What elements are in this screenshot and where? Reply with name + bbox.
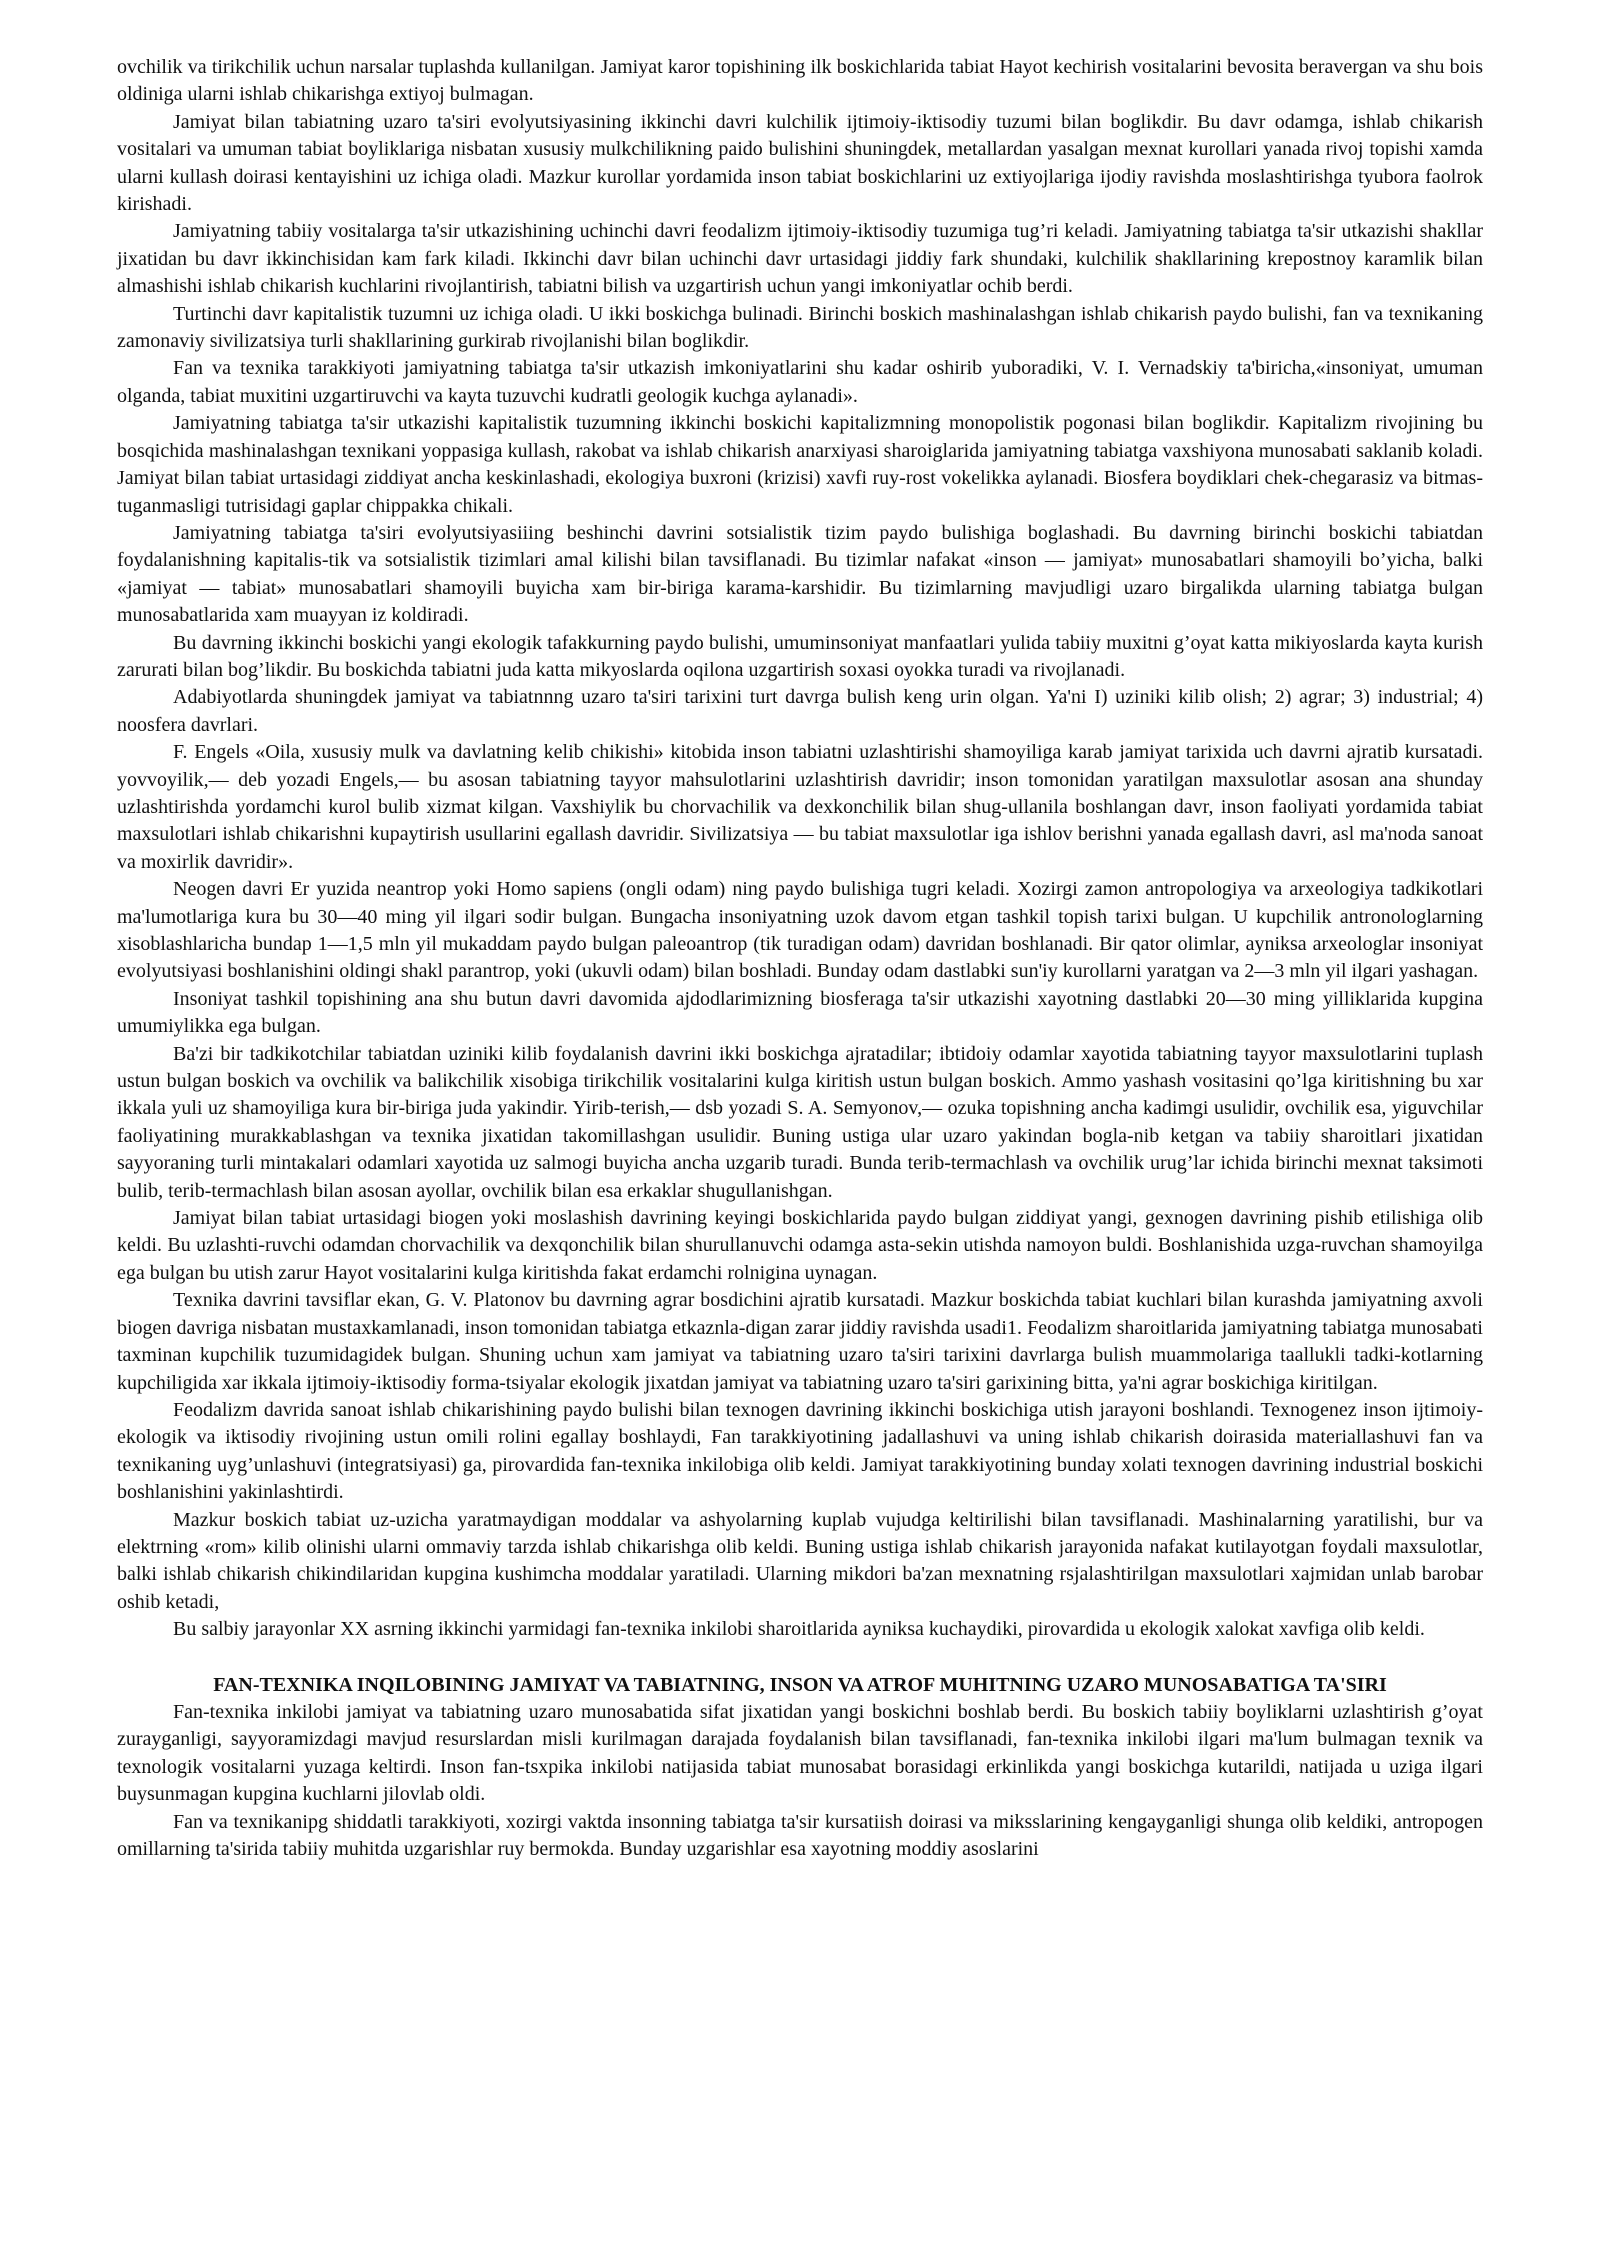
paragraph-1: ovchilik va tirikchilik uchun narsalar tuplashda kullanilgan. Jamiyat karor topishining ilk boskichlarida tabiat Hayot kechirish vositalarini bevosita beravergan va shu bois oldiniga ularni ishlab chikarishga extiyoj bulmagan. xyxy=(117,56,1483,106)
paragraph-9: Adabiyotlarda shuningdek jamiyat va tabiatnnng uzaro ta'siri tarixini turt davrga bulish keng urin olgan. Ya'ni I) uziniki kilib olish; 2) agrar; 3) industrial; 4) noosfera davrlari. xyxy=(117,686,1483,736)
paragraph-10: F. Engels «Oila, xususiy mulk va davlatning kelib chikishi» kitobida inson tabiatni uzlashtirishi shamoyiliga karab jamiyat tarixida uch davrni ajratib kursatadi. yovvoyilik,— deb yozadi Engels,— bu asosan tabiatning tayyor mahsulotlarini uzlashtirish davridir; inson tomonidan yaratilgan maxsulotlar asosan ana shunday uzlashtirishda yordamchi kurol bulib xizmat kilgan. Vaxshiylik bu chorvachilik va dexkonchilik bilan shug-ullanila boshlangan davr, inson faoliyati yordamida tabiat maxsulotlari ishlab chikarishni kupaytirish usullarini egallash davridir. Sivilizatsiya — bu tabiat maxsulotlar iga ishlov berishni yanada egallash davri, asl ma'noda sanoat va moxirlik davridir». xyxy=(117,741,1483,873)
paragraph-7: Jamiyatning tabiatga ta'siri evolyutsiyasiiing beshinchi davrini sotsialistik tizim paydo bulishiga boglashadi. Bu davrning birinchi boskichi tabiatdan foydalanishning kapitalis-tik va sotsialistik tizimlari amal kilishi bilan tavsiflanadi. Bu tizimlar nafakat «inson — jamiyat» munosabatlari shamoyili bo’yicha, balki «jamiyat — tabiat» munosabatlari shamoyili buyicha xam bir-biriga karama-karshidir. Bu tizimlarning mavjudligi uzaro birgalikda ularning tabiatga bulgan munosabatlarida xam muayyan iz koldiradi. xyxy=(117,521,1483,627)
paragraph-13: Ba'zi bir tadkikotchilar tabiatdan uziniki kilib foydalanish davrini ikki boskichga ajratadilar; ibtidoiy odamlar xayotida tabiatning tayyor maxsulotlarini tuplash ustun bulgan boskich va ovchilik va balikchilik xisobiga tirikchilik vositalarini kulga kiritish ustun bulgan boskich. Ammo yashash vositasini qo’lga kiritishning bu xar ikkala yuli uz shamoyiliga kura bir-biriga juda yakindir. Yirib-terish,— dsb yozadi S. A. Semyonov,— ozuka topishning ancha kadimgi usulidir, ovchilik esa, yiguvchilar faoliyatining murakkablashgan va texnika jixatidan takomillashgan usulidir. Buning ustiga ular uzaro yakindan bogla-nib ketgan va tabiiy sharoitlari jixatidan sayyoraning turli mintakalari odamlari xayotida uz salmogi buyicha ancha uzgarib turadi. Bunda terib-termachlash va ovchilik urug’lar ichida birinchi mexnat taksimoti bulib, terib-termachlash bilan asosan ayollar, ovchilik bilan esa erkaklar shugullanishgan. xyxy=(117,1042,1483,1202)
paragraph-6: Jamiyatning tabiatga ta'sir utkazishi kapitalistik tuzumning ikkinchi boskichi kapitalizmning monopolistik pogonasi bilan boglikdir. Kapitalizm rivojining bu bosqichida mashinalashgan texnikani yoppasiga kullash, rakobat va ishlab chikarish anarxiyasi sharoiglarida jamiyatning tabiatga vaxshiyona munosabati saklanib koladi. Jamiyat bilan tabiat urtasidagi ziddiyat ancha keskinlashadi, ekologiya buxroni (krizisi) xavfi ruy-rost vokelikka aylanadi. Biosfera boydiklari chek-chegarasiz va bitmas-tuganmasligi tutrisidagi gaplar chippakka chikali. xyxy=(117,412,1483,517)
paragraph-19: Fan-texnika inkilobi jamiyat va tabiatning uzaro munosabatida sifat jixatidan yangi boskichni boshlab berdi. Bu boskich tabiiy boyliklarni uzlashtirish g’oyat zurayganligi, sayyoramizdagi mavjud resurslardan misli kurilmagan darajada foydalanish bilan tavsiflanadi, fan-texnika inkilobi ilgari ma'lum bulmagan texnik va texnologik vositalarni yuzaga keltirdi. Inson fan-tsxpika inkilobi natijasida tabiat munosabat borasidagi erkinlikda yangi boskichga kutarildi, natijada u uziga ilgari buysunmagan kupgina kuchlarni jilovlab oldi. xyxy=(117,1700,1483,1806)
paragraph-3: Jamiyatning tabiiy vositalarga ta'sir utkazishining uchinchi davri feodalizm ijtimoiy-iktisodiy tuzumiga tug’ri keladi. Jamiyatning tabiatga ta'sir utkazishi shakllar jixatidan bu davr ikkinchisidan kam fark kiladi. Ikkinchi davr bilan uchinchi davr urtasidagi jiddiy fark shundaki, kulchilik shakllarining krepostnoy karamlik bilan almashishi ishlab chikarish kuchlarini rivojlantirish, tabiatni bilish va uzgartirish uchun yangi imkoniyatlar ochib berdi. xyxy=(117,220,1483,298)
section-heading: FAN-TEXNIKA INQILOBINING JAMIYAT VA TABIATNING, INSON VA ATROF MUHITNING UZARO MUNOSABATIGA TA'SIRI xyxy=(213,1673,1387,1696)
paragraph-18: Bu salbiy jarayonlar XX asrning ikkinchi yarmidagi fan-texnika inkilobi sharoitlarida ayniksa kuchaydiki, pirovardida u ekologik xalokat xavfiga olib keldi. xyxy=(173,1618,1425,1641)
paragraph-14: Jamiyat bilan tabiat urtasidagi biogen yoki moslashish davrining keyingi boskichlarida paydo bulgan ziddiyat yangi, gexnogen davrining pishib etilishiga olib keldi. Bu uzlashti-ruvchi odamdan chorvachilik va dexqonchilik bilan shurullanuvchi odamga asta-sekin utishda namoyon buldi. Boshlanishida uzga-ruvchan shamoyilga ega bulgan bu utish zarur Hayot vositalarini kulga kiritishda fakat erdamchi rolnigina uynagan. xyxy=(117,1207,1483,1284)
paragraph-15: Texnika davrini tavsiflar ekan, G. V. Platonov bu davrning agrar bosdichini ajratib kursatadi. Mazkur boskichda tabiat kuchlari bilan kurashda jamiyatning axvoli biogen davriga nisbatan mustaxkamlanadi, inson tomonidan tabiatga etkaznla-digan zarar jiddiy ravishda usadi1. Feodalizm sharoitlarida jamiyatning tabiatga munosabati taxminan kupchilik tuzumidagidek bulgan. Shuning uchun xam jamiyat va tabiatning uzaro ta'siri tarixini davrlarga bulish muammolariga taallukli tadki-kotlarning kupchiligida xar ikkala ijtimoiy-iktisodiy forma-tsiyalar ekologik jixatdan jamiyat va tabiatning uzaro ta'siri garixining bitta, ya'ni agrar boskichiga kiritilgan. xyxy=(117,1289,1483,1394)
paragraph-11: Neogen davri Er yuzida neantrop yoki Homo sapiens (ongli odam) ning paydo bulishiga tugri keladi. Xozirgi zamon antropologiya va arxeologiya tadkikotlari ma'lumotlariga kura bu 30—40 ming yil ilgari sodir bulgan. Bungacha insoniyatning uzok davom etgan tashkil topish tarixi bulgan. U kupchilik antronologlarning xisoblashlaricha bundap 1—1,5 mln yil mukaddam paydo bulgan paleoantrop (tik turadigan odam) davridan boshlanadi. Bir qator olimlar, ayniksa arxeologlar insoniyat evolyutsiyasi boshlanishini oldingi shakl parantrop, yoki (ukuvli odam) bilan boshladi. Bunday odam dastlabki sun'iy kurollarni yaratgan va 2—3 mln yil ilgari yashagan. xyxy=(117,878,1483,983)
paragraph-5: Fan va texnika tarakkiyoti jamiyatning tabiatga ta'sir utkazish imkoniyatlarini shu kadar oshirib yuboradiki, V. I. Vernadskiy ta'biricha,«insoniyat, umuman olganda, tabiat muxitini uzgartiruvchi va kayta tuzuvchi kudratli geologik kuchga aylanadi». xyxy=(117,357,1483,407)
paragraph-16: Feodalizm davrida sanoat ishlab chikarishining paydo bulishi bilan texnogen davrining ikkinchi boskichiga utish jarayoni boshlandi. Texnogenez inson ijtimoiy-ekologik va iktisodiy rivojining ustun omili rolini egallay boshlaydi, Fan tarakkiyotining jadallashuvi va uning ishlab chikarish doirasida materiallashuvi fan va texnikaning uyg’unlashuvi (integratsiyasi) ga, pirovardida fan-texnika inkilobiga olib keldi. Jamiyat tarakkiyotining bunday xolati texnogen davrining industrial boskichi boshlanishini yakinlashtirdi. xyxy=(117,1398,1483,1504)
paragraph-17: Mazkur boskich tabiat uz-uzicha yaratmaydigan moddalar va ashyolarning kuplab vujudga keltirilishi bilan tavsiflanadi. Mashinalarning yaratilishi, bur va elektrning «rom» kilib olinishi ularni ommaviy tarzda ishlab chikarishga olib keldi. Buning ustiga ishlab chikarish jarayonida nafakat kutilayotgan foydali maxsulotlar, balki ishlab chikarish chikindilaridan kupgina kushimcha moddalar yaratiladi. Ularning mikdori ba'zan mexnatning rsjalashtirilgan maxsulotlari xajmidan unlab barobar oshib ketadi, xyxy=(117,1508,1483,1613)
paragraph-2: Jamiyat bilan tabiatning uzaro ta'siri evolyutsiyasining ikkinchi davri kulchilik ijtimoiy-iktisodiy tuzumi bilan boglikdir. Bu davr odamga, ishlab chikarish vositalari va umuman tabiat boyliklariga nisbatan xususiy mulkchilikning paido bulishini shuningdek, metallardan yasalgan mexnat kurollari yanada rivoj topishi xamda ularni kullash doirasi kentayishini uz ichiga oladi. Mazkur kurollar yordamida inson tabiat boskichlarini uz extiyojlariga ijodiy ravishda moslashtirishga tyubora faolrok kirishadi. xyxy=(117,110,1483,216)
paragraph-8: Bu davrning ikkinchi boskichi yangi ekologik tafakkurning paydo bulishi, umuminsoniyat manfaatlari yulida tabiiy muxitni g’oyat katta mikiyoslarda kayta kurish zarurati bilan bog’likdir. Bu boskichda tabiatni juda katta mikyoslarda oqilona uzgartirish soxasi oyokka turadi va rivojlanadi. xyxy=(117,631,1483,681)
paragraph-12: Insoniyat tashkil topishining ana shu butun davri davomida ajdodlarimizning biosferaga ta'sir utkazishi xayotning dastlabki 20—30 ming yilliklarida kupgina umumiylikka ega bulgan. xyxy=(117,987,1483,1038)
paragraph-20: Fan va texnikanipg shiddatli tarakkiyoti, xozirgi vaktda insonning tabiatga ta'sir kursatiish doirasi va miksslarining kengayganligi shunga olib keldiki, antropogen omillarning ta'sirida tabiiy muhitda uzgarishlar ruy bermokda. Bunday uzgarishlar esa xayotning moddiy asoslarini xyxy=(117,1810,1483,1860)
document-page xyxy=(117,54,1483,1863)
paragraph-4: Turtinchi davr kapitalistik tuzumni uz ichiga oladi. U ikki boskichga bulinadi. Birinchi boskich mashinalashgan ishlab chikarish paydo bulishi, fan va texnikaning zamonaviy sivilizatsiya turli shakllarining gurkirab rivojlanishi bilan boglikdir. xyxy=(117,302,1483,353)
